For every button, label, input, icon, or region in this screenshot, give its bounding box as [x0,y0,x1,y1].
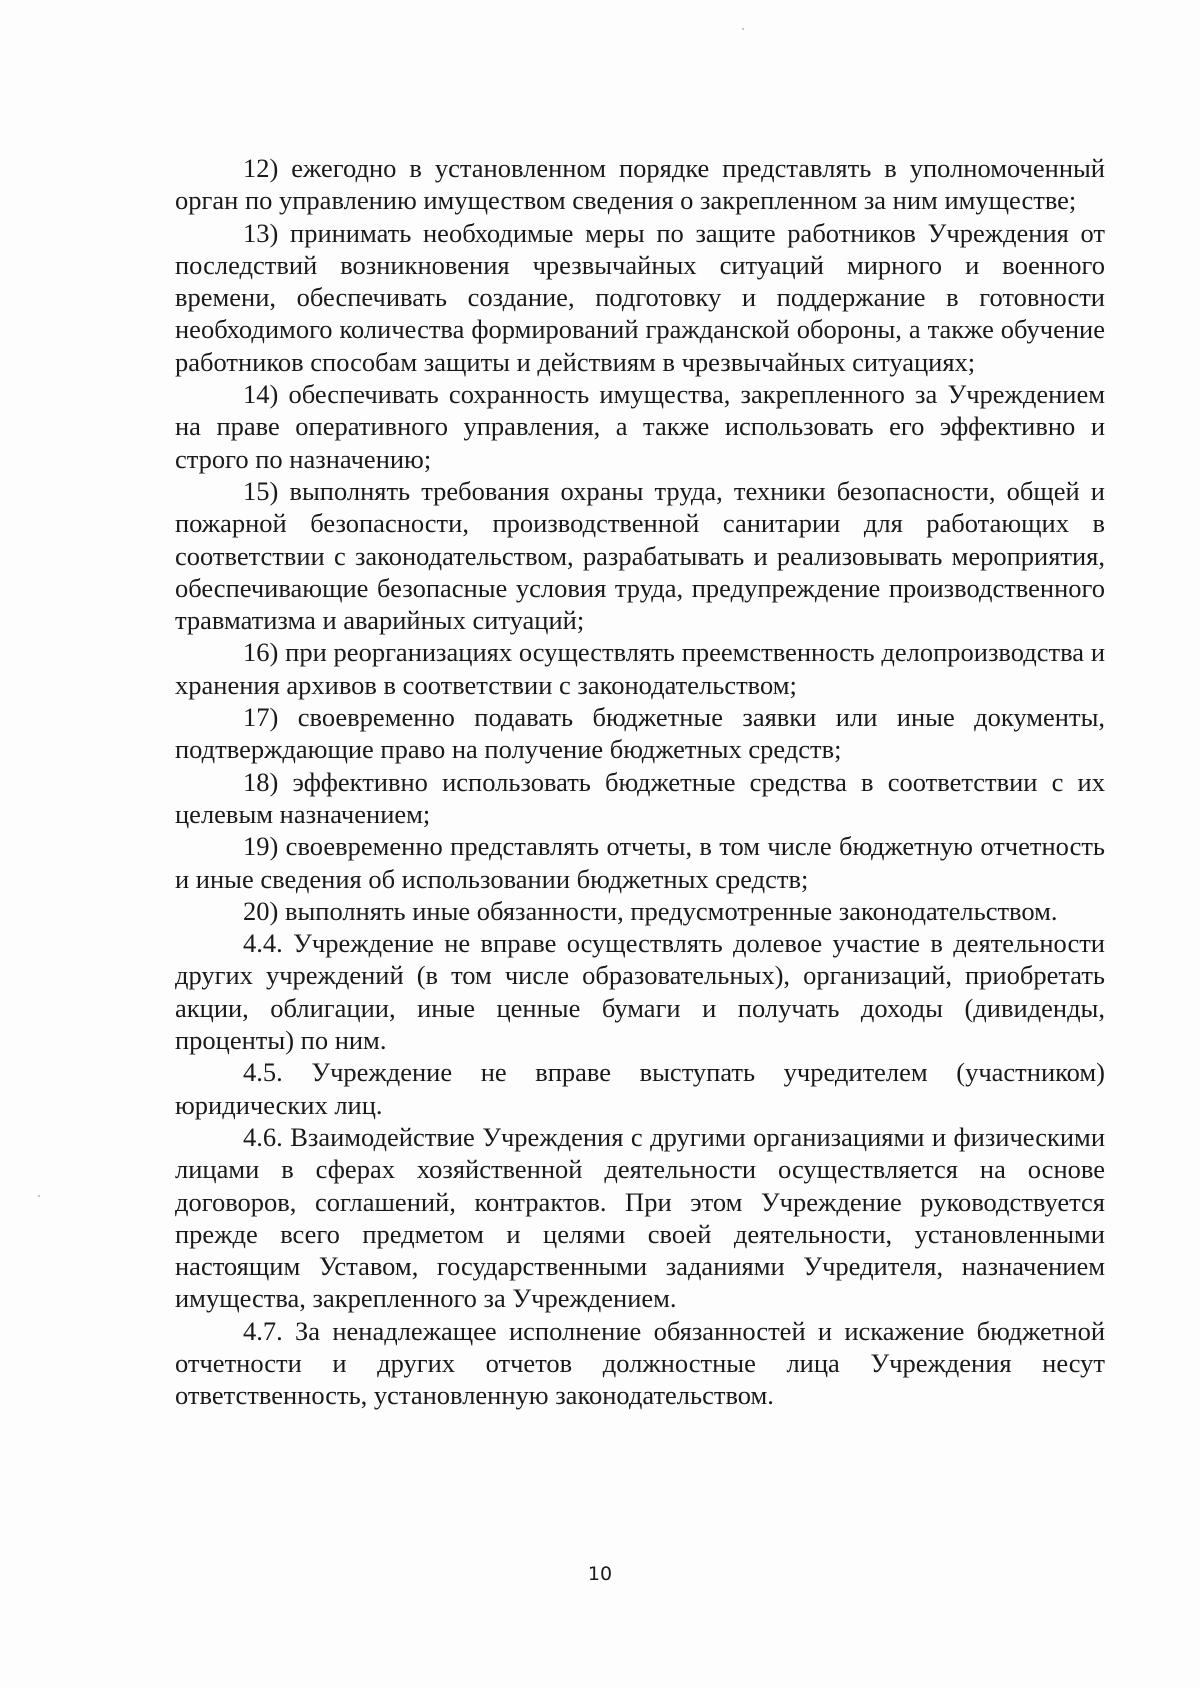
paragraph-item-18: 18) эффективно использовать бюджетные средства в соответствии с их целевым назначением; [175,766,1105,829]
paragraph-item-15: 15) выполнять требования охраны труда, техники безопасности, общей и пожарной безопасности, производственной санитарии для работающих в соответствии с законодательством, разрабатывать и реализовывать мероприятия, обеспечивающие безопасные условия труда, предупреждение производственного травматизма и аварийных ситуаций; [175,475,1105,636]
scan-speck [742,28,744,30]
scan-speck [38,1195,40,1197]
paragraph-section-4-5: 4.5. Учреждение не вправе выступать учредителем (участником) юридических лиц. [175,1057,1105,1120]
paragraph-section-4-4: 4.4. Учреждение не вправе осуществлять долевое участие в деятельности других учреждений (в том числе образовательных), организаций, приобретать акции, облигации, иные ценные бумаги и получать доходы (дивиденды, проценты) по ним. [175,928,1105,1056]
document-body [175,152,1105,1412]
paragraph-section-4-7: 4.7. За ненадлежащее исполнение обязанностей и искажение бюджетной отчетности и других отчетов должностные лица Учреждения несут ответственность, установленную законодательством. [175,1315,1105,1411]
paragraph-item-16: 16) при реорганизациях осуществлять преемственность делопроизводства и хранения архивов в соответствии с законодательством; [175,637,1105,700]
paragraph-item-17: 17) своевременно подавать бюджетные заявки или иные документы, подтверждающие право на получение бюджетных средств; [175,702,1105,765]
paragraph-item-20: 20) выполнять иные обязанности, предусмотренные законодательством. [243,895,1058,926]
paragraph-item-12: 12) ежегодно в установленном порядке представлять в уполномоченный орган по управлению имуществом сведения о закрепленном за ним имуществе; [175,153,1105,216]
paragraph-item-13: 13) принимать необходимые меры по защите работников Учреждения от последствий возникновения чрезвычайных ситуаций мирного и военного времени, обеспечивать создание, подготовку и поддержание в готовности необходимого количества формирований гражданской обороны, а также обучение работников способам защиты и действиям в чрезвычайных ситуациях; [175,217,1105,377]
paragraph-section-4-6: 4.6. Взаимодействие Учреждения с другими организациями и физическими лицами в сферах хозяйственной деятельности осуществляется на основе договоров, соглашений, контрактов. При этом Учреждение руководствуется прежде всего предметом и целями своей деятельности, установленными настоящим Уставом, государственными заданиями Учредителя, назначением имущества, закрепленного за Учреждением. [175,1121,1105,1314]
paragraph-item-14: 14) обеспечивать сохранность имущества, закрепленного за Учреждением на праве оперативного управления, а также использовать его эффективно и строго по назначению; [175,379,1105,474]
paragraph-item-19: 19) своевременно представлять отчеты, в том числе бюджетную отчетность и иные сведения об использовании бюджетных средств; [175,831,1105,894]
page-number: 10 [587,1563,613,1585]
